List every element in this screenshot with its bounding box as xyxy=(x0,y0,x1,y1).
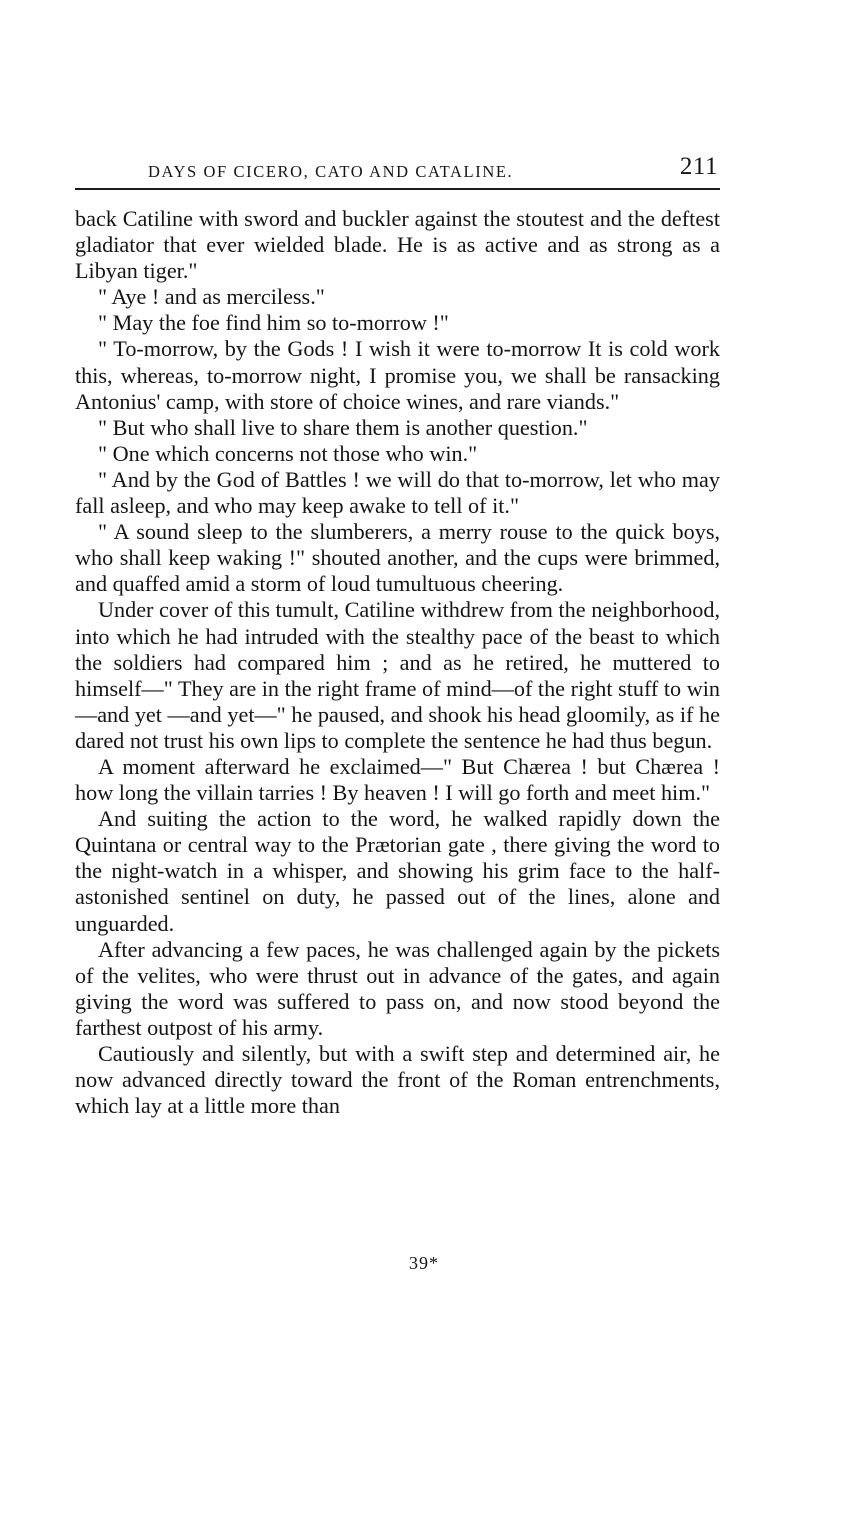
paragraph: " May the foe find him so to-morrow !" xyxy=(98,310,449,336)
body-text xyxy=(75,206,720,1119)
paragraph: " A sound sleep to the slumberers, a merry rouse to the quick boys, who shall keep waking !" shouted another, and the cups were brimmed, and quaffed amid a storm of loud tumultuous cheering. xyxy=(75,519,720,597)
paragraph: " But who shall live to share them is another question." xyxy=(98,414,588,440)
running-head xyxy=(75,150,720,184)
paragraph: And suiting the action to the word, he walked rapidly down the Quintana or central way to the Prætorian gate , there giving the word to the night-watch in a whisper, and showing his grim face to the half-astonished sentinel on duty, he passed out of the lines, alone and unguarded. xyxy=(75,806,720,936)
paragraph: After advancing a few paces, he was challenged again by the pickets of the velites, who were thrust out in advance of the gates, and again giving the word was suffered to pass on, and now stood beyond the farthest outpost of his army. xyxy=(75,936,720,1040)
page-number: 211 xyxy=(679,153,718,180)
paragraph: " Aye ! and as merciless." xyxy=(98,284,325,310)
paragraph: " To-morrow, by the Gods ! I wish it were to-morrow It is cold work this, whereas, to-morrow night, I promise you, we shall be ransacking Antonius' camp, with store of choice wines, and rare viands." xyxy=(75,336,720,414)
paragraph: Under cover of this tumult, Catiline withdrew from the neighborhood, into which he had intruded with the stealthy pace of the beast to which the soldiers had compared him ; and as he retired, he muttered to himself—" They are in the right frame of mind—of the right stuff to win—and yet —and yet—" he paused, and shook his head gloomily, as if he dared not trust his own lips to complete the sentence he had thus begun. xyxy=(75,597,720,753)
paragraph: " One which concerns not those who win." xyxy=(98,440,478,466)
paragraph-continued: back Catiline with sword and buckler against the stoutest and the deftest gladiator that ever wielded blade. He is as active and as strong as a Libyan tiger." xyxy=(75,206,720,284)
paragraph: A moment afterward he exclaimed—" But Chærea ! but Chærea ! how long the villain tarries ! By heaven ! I will go forth and meet him." xyxy=(75,753,720,806)
paragraph: Cautiously and silently, but with a swift step and determined air, he now advanced directly toward the front of the Roman entrenchments, which lay at a little more than xyxy=(75,1041,720,1119)
paragraph: " And by the God of Battles ! we will do that to-morrow, let who may fall asleep, and who may keep awake to tell of it." xyxy=(75,466,720,519)
running-title: DAYS OF CICERO, CATO AND CATALINE. xyxy=(148,162,514,181)
header-rule xyxy=(75,188,720,190)
signature-mark: 39* xyxy=(409,1253,439,1273)
